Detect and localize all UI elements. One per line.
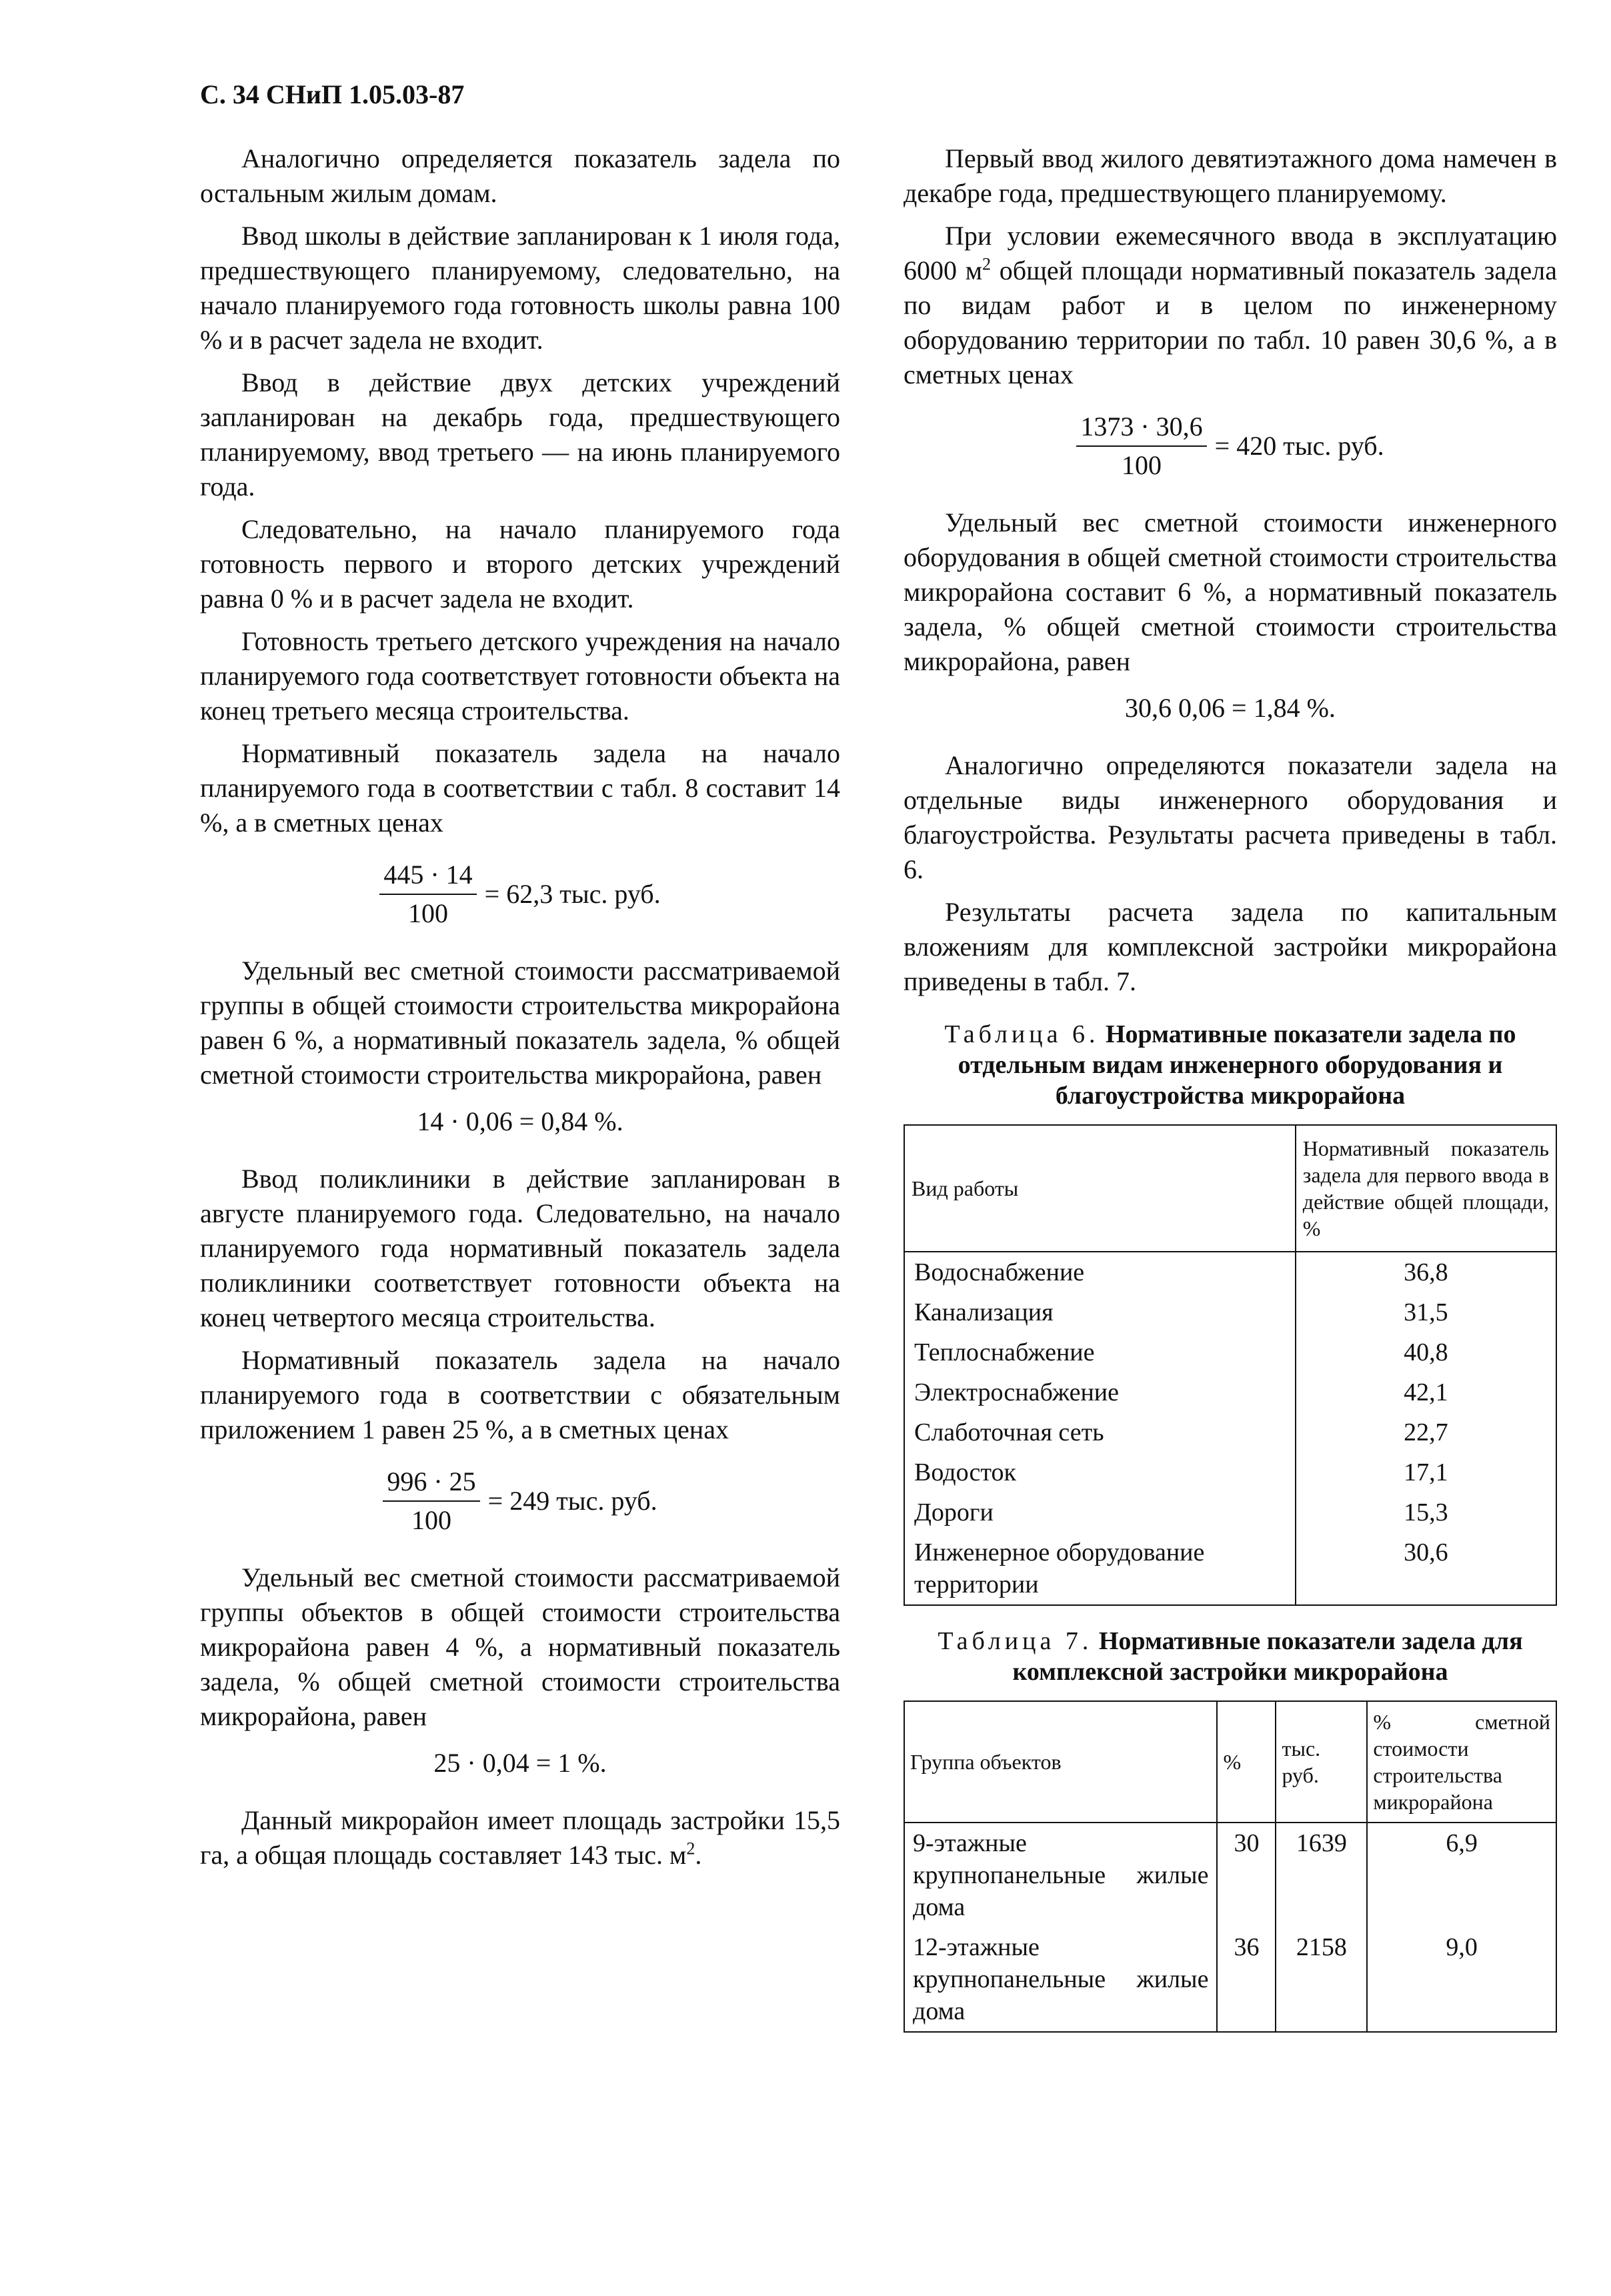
table6 — [904, 1124, 1557, 1606]
cell-name: Водосток — [904, 1452, 1296, 1492]
paragraph: Аналогично определяется показатель задела по остальным жилым домам. — [200, 143, 840, 208]
column-header: Группа объектов — [904, 1701, 1217, 1823]
cell-value: 30,6 — [1296, 1532, 1556, 1605]
text: . — [695, 1840, 702, 1870]
cell-name: Слаботочная сеть — [904, 1412, 1296, 1452]
table7 — [904, 1700, 1557, 2033]
equation: 14 · 0,06 = 0,84 %. — [417, 1106, 623, 1136]
cell-share: 9,0 — [1367, 1927, 1556, 2032]
cell-value: 22,7 — [1296, 1412, 1556, 1452]
formula — [904, 409, 1557, 483]
column-header: Нормативный показатель задела для первого ввода в действие общей площади, % — [1296, 1125, 1556, 1252]
paragraph: Нормативный показатель задела на начало планируемого года в соответствии с табл. 8 составит 14 %, а в сметных ценах — [200, 738, 840, 838]
numerator: 445 · 14 — [379, 858, 476, 895]
cell-value: 40,8 — [1296, 1332, 1556, 1372]
left-column — [200, 141, 840, 1881]
paragraph: Ввод в действие двух детских учреждений запланирован на декабрь года, предшествующего планируемому, ввод третьего — на июнь планируемого года. — [200, 367, 840, 501]
cell-pct: 30 — [1217, 1823, 1276, 1927]
cell-name: Канализация — [904, 1292, 1296, 1332]
text: Данный микрорайон имеет площадь застройки 15,5 га, а общая площадь составляет 143 тыс. м — [200, 1805, 840, 1870]
table-row — [904, 1252, 1556, 1292]
table-label: Таблица 7. — [938, 1627, 1093, 1655]
table-row — [904, 1927, 1556, 2032]
denominator: 100 — [408, 898, 448, 928]
equation: 30,6 0,06 = 1,84 %. — [1125, 693, 1336, 723]
table-row — [904, 1492, 1556, 1532]
column-header: % сметной стоимости строительства микрорайона — [1367, 1701, 1556, 1823]
table-row — [904, 1332, 1556, 1372]
cell-pct: 36 — [1217, 1927, 1276, 2032]
table-row — [904, 1823, 1556, 1927]
cell-name: Водоснабжение — [904, 1252, 1296, 1292]
text: общей площади нормативный показатель задела по видам работ и в целом по инженерному оборудованию территории по табл. 10 равен 30,6 %, а в сметных ценах — [904, 255, 1557, 389]
paragraph: Удельный вес сметной стоимости рассматриваемой группы объектов в общей стоимости строительства микрорайона равен 4 %, а нормативный показатель задела, % общей сметной стоимости строительства микрорайона, равен — [200, 1562, 840, 1731]
paragraph: Готовность третьего детского учреждения на начало планируемого года соответствует готовности объекта на конец третьего месяца строительства. — [200, 626, 840, 726]
table-title: Нормативные показатели задела для комплексной застройки микрорайона — [1012, 1627, 1523, 1686]
cell-name: 9-этажные крупнопанельные жилые дома — [904, 1823, 1217, 1927]
cell-name: 12-этажные крупнопанельные жилые дома — [904, 1927, 1217, 2032]
paragraph: Результаты расчета задела по капитальным вложениям для комплексной застройки микрорайона приведены в табл. 7. — [904, 897, 1557, 996]
cell-value: 17,1 — [1296, 1452, 1556, 1492]
formula-result: = 62,3 тыс. руб. — [484, 879, 661, 909]
fraction — [379, 858, 476, 931]
cell-sum: 1639 — [1276, 1823, 1367, 1927]
table-title: Нормативные показатели задела по отдельным видам инженерного оборудования и благоустройства микрорайона — [958, 1020, 1516, 1110]
right-column — [904, 141, 1557, 2033]
paragraph: Удельный вес сметной стоимости рассматриваемой группы в общей стоимости строительства микрорайона равен 6 %, а нормативный показатель задела, % общей сметной стоимости строительства микрорайона, равен — [200, 956, 840, 1090]
table6-caption — [904, 1019, 1557, 1111]
table-row — [904, 1452, 1556, 1492]
cell-value: 15,3 — [1296, 1492, 1556, 1532]
cell-name: Инженерное оборудование территории — [904, 1532, 1296, 1605]
page-header: С. 34 СНиП 1.05.03-87 — [200, 79, 465, 109]
paragraph: Ввод школы в действие запланирован к 1 июля года, предшествующего планируемому, следовательно, на начало планируемого года готовность школы равна 100 % и в расчет задела не входит. — [200, 221, 840, 355]
numerator: 996 · 25 — [383, 1464, 479, 1502]
superscript: 2 — [686, 1839, 695, 1859]
cell-name: Теплоснабжение — [904, 1332, 1296, 1372]
cell-share: 6,9 — [1367, 1823, 1556, 1927]
column-header: % — [1217, 1701, 1276, 1823]
table7-caption — [904, 1626, 1557, 1687]
fraction — [1076, 409, 1206, 483]
table-row — [904, 1532, 1556, 1605]
denominator: 100 — [411, 1505, 451, 1535]
cell-value: 42,1 — [1296, 1372, 1556, 1412]
denominator: 100 — [1122, 450, 1162, 480]
paragraph: Следовательно, на начало планируемого года готовность первого и второго детских учреждений равна 0 % и в расчет задела не входит. — [200, 514, 840, 614]
paragraph: Первый ввод жилого девятиэтажного дома намечен в декабре года, предшествующего планируемому. — [904, 143, 1557, 208]
cell-value: 31,5 — [1296, 1292, 1556, 1332]
equation: 25 · 0,04 = 1 %. — [433, 1748, 607, 1778]
formula-result: = 249 тыс. руб. — [487, 1486, 657, 1516]
text: При условии ежемесячного ввода в эксплуатацию 6000 м — [904, 221, 1557, 285]
paragraph: Удельный вес сметной стоимости инженерного оборудования в общей сметной стоимости строительства микрорайона составит 6 %, а нормативный показатель задела, % общей сметной стоимости строительства микрорайона, равен — [904, 507, 1557, 676]
formula — [200, 1464, 840, 1538]
paragraph — [200, 1803, 840, 1873]
table-row — [904, 1412, 1556, 1452]
table-row — [904, 1292, 1556, 1332]
formula — [200, 858, 840, 931]
fraction — [383, 1464, 479, 1538]
superscript: 2 — [982, 254, 992, 274]
cell-name: Дороги — [904, 1492, 1296, 1532]
paragraph: Нормативный показатель задела на начало планируемого года в соответствии с обязательным приложением 1 равен 25 %, а в сметных ценах — [200, 1345, 840, 1444]
table-label: Таблица 6. — [944, 1020, 1100, 1048]
paragraph: Ввод поликлиники в действие запланирован в августе планируемого года. Следовательно, на начало планируемого года нормативный показатель задела поликлиники соответствует готовности объекта на конец четвертого месяца строительства. — [200, 1164, 840, 1332]
formula-result: = 420 тыс. руб. — [1214, 431, 1384, 461]
paragraph — [904, 219, 1557, 392]
column-header: тыс. руб. — [1276, 1701, 1367, 1823]
cell-sum: 2158 — [1276, 1927, 1367, 2032]
numerator: 1373 · 30,6 — [1076, 409, 1206, 447]
column-header: Вид работы — [904, 1125, 1296, 1252]
table-row — [904, 1372, 1556, 1412]
cell-name: Электроснабжение — [904, 1372, 1296, 1412]
cell-value: 36,8 — [1296, 1252, 1556, 1292]
paragraph: Аналогично определяются показатели задела на отдельные виды инженерного оборудования и благоустройства. Результаты расчета приведены в табл. 6. — [904, 750, 1557, 884]
